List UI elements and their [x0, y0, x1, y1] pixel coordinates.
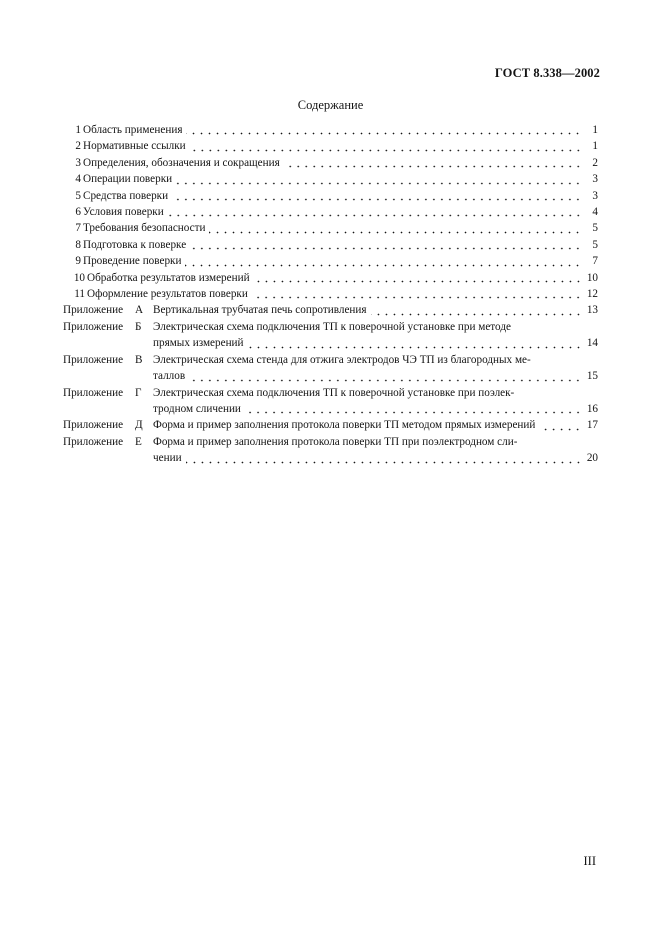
appendix-letter: Д [135, 419, 143, 432]
toc-appendix-line [63, 385, 598, 401]
toc-appendix-continuation [63, 368, 598, 384]
toc-entry-title: Нормативные ссылки [83, 140, 186, 153]
dot-leader [189, 379, 582, 382]
toc-entry-page: 4 [592, 206, 598, 219]
toc-entry-number: 3 [75, 156, 81, 169]
toc-entry-title: Подготовка к поверке [83, 238, 187, 251]
appendix-letter: Б [135, 320, 142, 333]
toc-entry-page: 10 [586, 271, 598, 284]
appendix-word: Приложение [63, 304, 124, 317]
toc-entry-title: Область применения [83, 124, 183, 136]
appendix-page: 20 [586, 452, 598, 465]
toc-entry[interactable] [63, 253, 598, 269]
dot-leader [185, 264, 582, 267]
toc-entry-number: 9 [75, 255, 81, 268]
toc-entry-number: 11 [74, 288, 85, 301]
appendix-word: Приложение [63, 320, 124, 333]
page-number: III [583, 854, 596, 868]
dot-leader [172, 198, 582, 201]
appendix-letter: А [135, 304, 144, 317]
toc-entry[interactable] [63, 138, 598, 154]
appendix-page: 13 [586, 304, 598, 317]
dot-leader [252, 296, 582, 299]
toc-entry-number: 5 [75, 189, 81, 202]
appendix-page: 14 [586, 337, 598, 350]
toc-appendix-line [63, 434, 598, 450]
toc-entry-page: 12 [586, 288, 598, 301]
appendix-page: 15 [586, 370, 598, 383]
toc-entry-title: Средства поверки [83, 189, 169, 202]
toc-entry-title: Требования безопасности [83, 222, 206, 235]
table-of-contents [63, 122, 598, 467]
toc-entry-page: 5 [592, 238, 598, 251]
toc-entry-number: 10 [73, 271, 85, 284]
dot-leader [176, 182, 582, 185]
toc-entry-number: 2 [75, 140, 81, 153]
toc-entry-page: 2 [592, 156, 598, 169]
dot-leader [186, 461, 582, 464]
appendix-word: Приложение [63, 386, 124, 399]
appendix-title: Вертикальная трубчатая печь сопротивления [153, 304, 367, 317]
toc-appendix-line [63, 319, 598, 335]
toc-entry-number: 1 [75, 124, 81, 136]
toc-entry[interactable] [63, 155, 598, 171]
appendix-title-continued: тродном сличении [153, 402, 241, 415]
toc-appendix-line [63, 302, 598, 318]
toc-entry-number: 6 [75, 206, 81, 219]
toc-entry[interactable] [63, 204, 598, 220]
toc-entry-page: 3 [592, 189, 598, 202]
appendix-title: Электрическая схема подключения ТП к поверочной установке при поэлек- [153, 386, 515, 399]
toc-entry[interactable] [63, 286, 598, 302]
appendix-title: Электрическая схема стенда для отжига электродов ЧЭ ТП из благородных ме- [153, 353, 531, 366]
toc-sections [63, 122, 598, 302]
toc-appendix-continuation [63, 335, 598, 351]
toc-appendices [63, 302, 598, 466]
appendix-word: Приложение [63, 353, 124, 366]
appendix-page: 17 [586, 419, 598, 432]
toc-entry-title: Обработка результатов измерений [87, 271, 250, 284]
dot-leader [539, 428, 582, 431]
toc-entry[interactable] [63, 122, 598, 138]
toc-appendix-line [63, 417, 598, 433]
toc-entry[interactable] [63, 220, 598, 236]
dot-leader [371, 313, 582, 316]
dot-leader [168, 214, 582, 217]
toc-entry[interactable] [63, 188, 598, 204]
appendix-word: Приложение [63, 419, 124, 432]
toc-entry[interactable] [63, 270, 598, 286]
appendix-letter: Г [135, 386, 142, 399]
appendix-title: Форма и пример заполнения протокола поверки ТП методом прямых измерений [153, 419, 536, 432]
toc-appendix-entry[interactable] [63, 302, 598, 318]
toc-entry-page: 3 [592, 173, 598, 186]
toc-entry-title: Условия поверки [83, 206, 164, 219]
toc-title: Содержание [297, 98, 364, 112]
toc-entry-title: Проведение поверки [83, 255, 182, 268]
toc-entry[interactable] [63, 237, 598, 253]
dot-leader [284, 165, 582, 168]
document-code: ГОСТ 8.338—2002 [494, 66, 600, 80]
appendix-letter: В [135, 353, 143, 366]
appendix-page: 16 [586, 402, 598, 415]
toc-appendix-entry[interactable] [63, 434, 598, 467]
dot-leader [186, 132, 582, 135]
toc-entry-title: Операции поверки [83, 173, 173, 186]
toc-entry-title: Определения, обозначения и сокращения [83, 156, 280, 169]
toc-appendix-entry[interactable] [63, 385, 598, 418]
toc-appendix-entry[interactable] [63, 319, 598, 352]
dot-leader [190, 149, 582, 152]
appendix-letter: Е [135, 435, 142, 448]
dot-leader [248, 346, 582, 349]
toc-entry-title: Оформление результатов поверки [87, 288, 248, 301]
toc-entry-number: 7 [75, 222, 81, 235]
toc-entry-page: 5 [592, 222, 598, 235]
toc-entry-number: 4 [75, 173, 81, 186]
toc-appendix-continuation [63, 401, 598, 417]
appendix-title: Электрическая схема подключения ТП к поверочной установке при методе [153, 320, 511, 333]
appendix-word: Приложение [63, 435, 124, 448]
appendix-title-continued: чении [153, 452, 182, 465]
appendix-title-continued: таллов [153, 370, 186, 383]
toc-entry-page: 1 [592, 140, 598, 153]
toc-appendix-entry[interactable] [63, 352, 598, 385]
appendix-title-continued: прямых измерений [153, 337, 244, 350]
appendix-title: Форма и пример заполнения протокола поверки ТП при поэлектродном сли- [153, 435, 518, 448]
dot-leader [245, 411, 582, 414]
dot-leader [254, 280, 582, 283]
dot-leader [209, 231, 582, 234]
toc-appendix-line [63, 352, 598, 368]
toc-entry-page: 1 [592, 124, 598, 136]
toc-entry[interactable] [63, 171, 598, 187]
toc-entry-page: 7 [592, 255, 598, 268]
toc-appendix-entry[interactable] [63, 417, 598, 433]
toc-entry-number: 8 [75, 238, 81, 251]
dot-leader [190, 247, 582, 250]
toc-appendix-continuation [63, 450, 598, 466]
